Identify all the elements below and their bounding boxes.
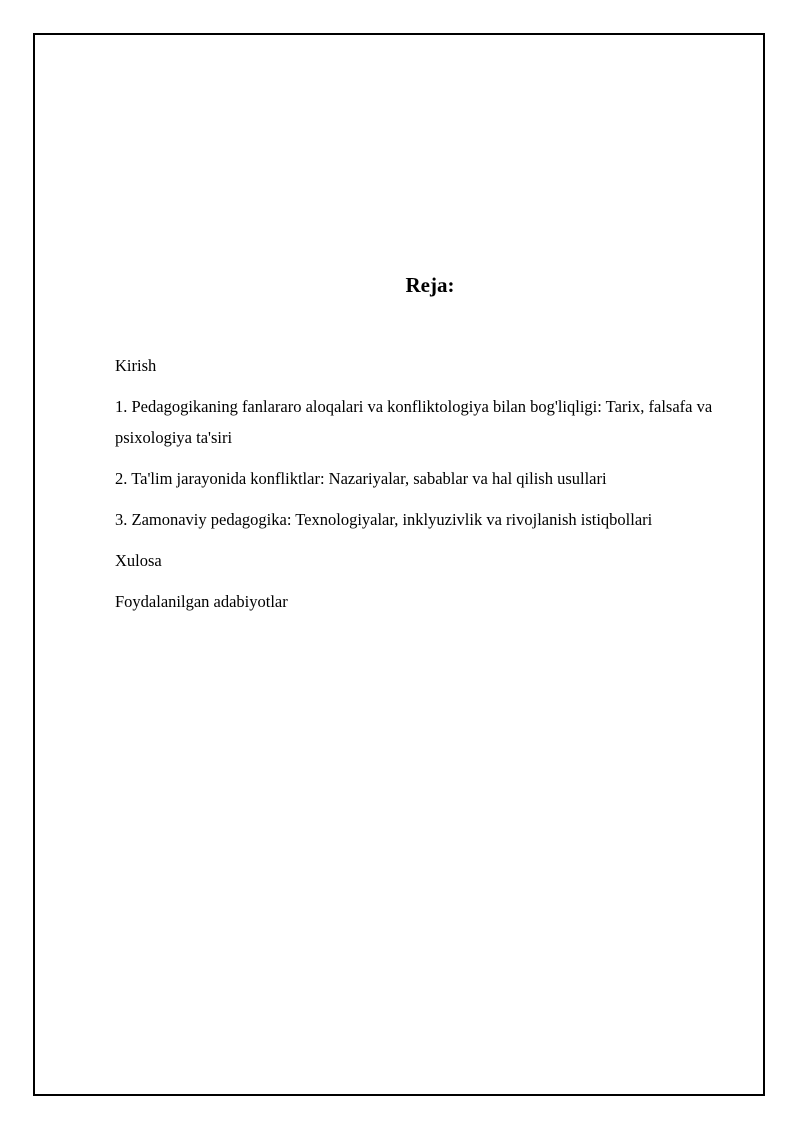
toc-item-section-2: 2. Ta'lim jarayonida konfliktlar: Nazariyalar, sabablar va hal qilish usullari bbox=[115, 469, 607, 488]
toc-item-conclusion: Xulosa bbox=[115, 551, 162, 570]
toc-item-introduction: Kirish bbox=[115, 356, 157, 375]
toc-item-section-1: 1. Pedagogikaning fanlararo aloqalari va konfliktologiya bilan bog'liqligi: Tarix, falsafa va psixologiya ta'siri bbox=[115, 397, 713, 447]
toc-item-references: Foydalanilgan adabiyotlar bbox=[115, 592, 288, 611]
toc-item-section-3: 3. Zamonaviy pedagogika: Texnologiyalar, inklyuzivlik va rivojlanish istiqbollari bbox=[115, 510, 653, 529]
table-of-contents bbox=[115, 350, 740, 627]
page-title: Reja: bbox=[405, 273, 455, 297]
